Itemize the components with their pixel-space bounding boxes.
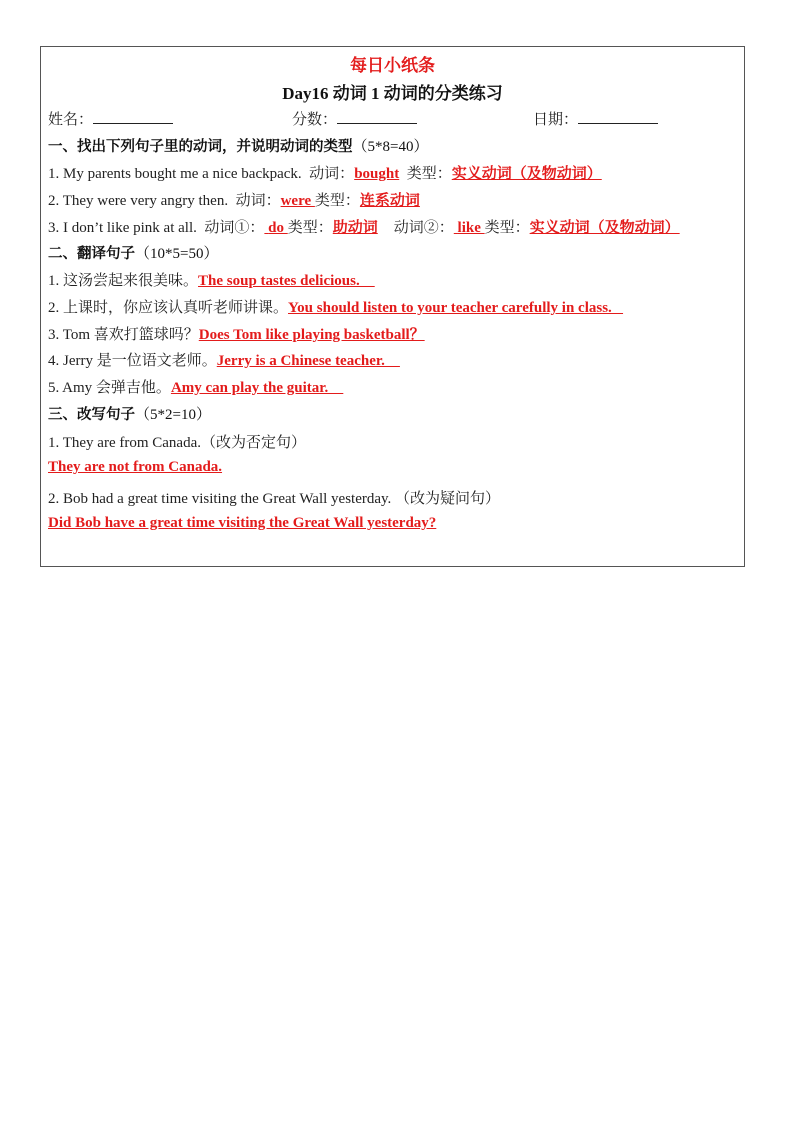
question-text: 4. Jerry 是一位语文老师。 (48, 353, 217, 369)
question-text: 3. Tom 喜欢打篮球吗？ (48, 327, 199, 343)
date-blank[interactable] (578, 109, 658, 124)
section3-question-2 (48, 487, 500, 508)
question-text: 2. They were very angry then. (48, 193, 229, 209)
translation-answer: Jerry is a Chinese teacher. (216, 353, 400, 369)
verb1-label: 动词①： (204, 220, 265, 236)
question-text: 1. They are from Canada.（改为否定句） (48, 435, 306, 451)
question-text: 2. 上课时，你应该认真听老师讲课。 (48, 300, 289, 316)
question-text: 3. I don’t like pink at all. (48, 220, 197, 236)
section3-answer-1 (48, 459, 222, 476)
type-label: 类型： (314, 193, 360, 209)
section2-heading-text: 二、翻译句子 (48, 246, 135, 262)
section1-question-1 (48, 162, 602, 183)
section3-heading (48, 403, 211, 424)
question-text: 5. Amy 会弹吉他。 (48, 380, 171, 396)
section2-points: （10*5=50） (135, 246, 219, 262)
verb-answer: were (280, 193, 315, 209)
section1-question-2 (48, 189, 420, 210)
type-answer: 实义动词（及物动词） (451, 166, 602, 182)
section2-heading (48, 242, 218, 263)
type-answer: 连系动词 (359, 193, 420, 209)
score-field[interactable] (292, 108, 417, 129)
date-label: 日期： (533, 112, 579, 128)
date-field[interactable] (533, 108, 658, 129)
verb1-answer (264, 220, 287, 236)
section3-answer-2 (48, 515, 436, 532)
rewrite-answer: They are not from Canada. (48, 459, 223, 475)
translation-answer: The soup tastes delicious. (198, 273, 375, 289)
verb-answer: bought (354, 166, 400, 182)
type2-label: 类型： (484, 220, 530, 236)
type2-answer: 实义动词（及物动词） (529, 220, 680, 236)
verb-label: 动词： (309, 166, 355, 182)
section2-item-3 (48, 323, 425, 344)
section1-question-3 (48, 216, 680, 237)
section1-heading-text: 一、找出下列句子里的动词，并说明动词的类型 (48, 139, 353, 155)
verb2-label: 动词②： (393, 220, 454, 236)
worksheet-title: 每日小纸条 (350, 56, 435, 76)
score-blank[interactable] (337, 109, 417, 124)
type-label: 类型： (406, 166, 452, 182)
section3-points: （5*2=10） (135, 407, 211, 423)
section1-points: （5*8=40） (352, 139, 429, 155)
verb-label: 动词： (235, 193, 281, 209)
question-text: 2. Bob had a great time visiting the Great Wall yesterday. （改为疑问句） (48, 491, 501, 507)
rewrite-answer: Did Bob have a great time visiting the Great Wall yesterday? (48, 515, 437, 531)
worksheet-subtitle: Day16 动词 1 动词的分类练习 (282, 84, 503, 103)
name-blank[interactable] (93, 109, 173, 124)
section2-item-5 (48, 376, 343, 397)
verb2-text: like (457, 220, 485, 236)
section2-item-2 (48, 296, 623, 317)
question-text: 1. 这汤尝起来很美味。 (48, 273, 199, 289)
question-text: 1. My parents bought me a nice backpack. (48, 166, 302, 182)
translation-answer: You should listen to your teacher carefully in class. (288, 300, 624, 316)
verb2-answer (454, 220, 485, 236)
type1-label: 类型： (287, 220, 333, 236)
section1-heading (48, 135, 428, 156)
score-label: 分数： (292, 112, 338, 128)
section3-heading-text: 三、改写句子 (48, 407, 135, 423)
section3-question-1 (48, 431, 306, 452)
translation-answer: Does Tom like playing basketball？ (198, 327, 425, 343)
section2-item-1 (48, 269, 375, 290)
translation-answer: Amy can play the guitar. (170, 380, 344, 396)
verb1-text: do (268, 220, 288, 236)
name-label: 姓名： (48, 112, 94, 128)
section2-item-4 (48, 349, 400, 370)
worksheet (40, 46, 745, 567)
name-field[interactable] (48, 108, 173, 129)
type1-answer: 助动词 (332, 220, 378, 236)
